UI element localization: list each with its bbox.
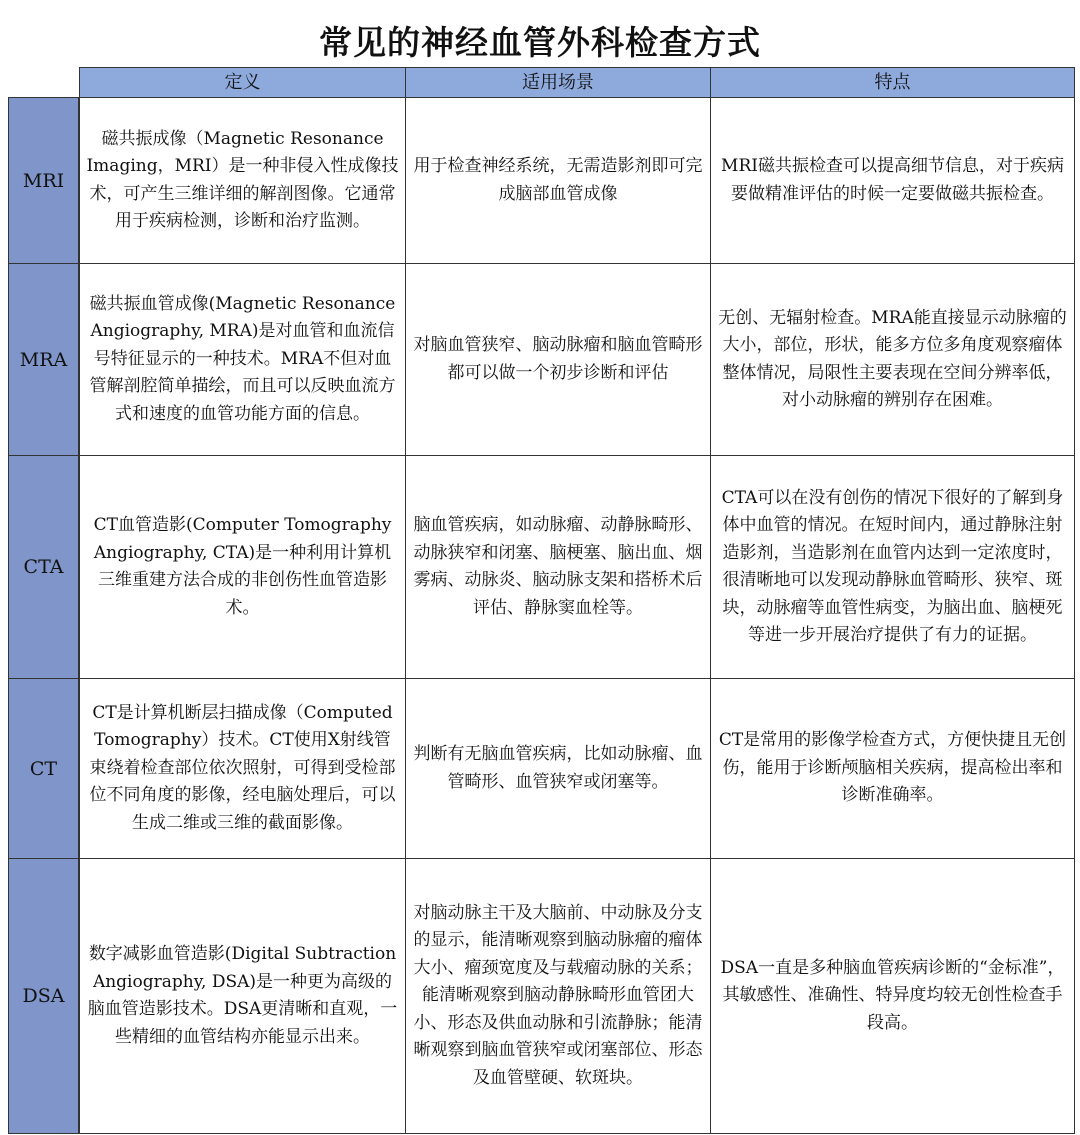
mri-definition	[79, 97, 406, 264]
mri-definition-text: 磁共振成像（Magnetic Resonance Imaging，MRI）是一种非侵入性成像技术，可产生三维详细的解剖图像。它通常用于疾病检测，诊断和治疗监测。	[86, 128, 399, 231]
page-title: 常见的神经血管外科检查方式	[319, 23, 761, 62]
row-label-mri: MRI	[8, 97, 79, 264]
ct-scenario	[405, 678, 711, 859]
header-definition: 定义	[79, 67, 406, 98]
mra-definition-text: 磁共振血管成像(Magnetic Resonance Angiography, MRA)是对血管和血流信号特征显示的一种技术。MRA不但对血管解剖腔简单描绘，而且可以反映血流方式和速度的血管功能方面的信息。	[89, 293, 396, 424]
ct-scenario-text: 判断有无脑血管疾病，比如动脉瘤、血管畸形、血管狭窄或闭塞等。	[413, 744, 703, 792]
header-scenario: 适用场景	[405, 67, 711, 98]
row-label-cta: CTA	[8, 455, 79, 679]
cta-scenario-text: 脑血管疾病，如动脉瘤、动静脉畸形、动脉狭窄和闭塞、脑梗塞、脑出血、烟雾病、动脉炎、脑动脉支架和搭桥术后评估、静脉窦血栓等。	[413, 515, 703, 618]
mra-definition	[79, 263, 406, 456]
mri-features-text: MRI磁共振检查可以提高细节信息，对于疾病要做精准评估的时候一定要做磁共振检查。	[721, 156, 1064, 204]
ct-features-text: CT是常用的影像学检查方式，方便快捷且无创伤，能用于诊断颅脑相关疾病，提高检出率和诊断准确率。	[718, 730, 1067, 806]
row-label-dsa: DSA	[8, 858, 79, 1134]
cta-scenario	[405, 455, 711, 679]
cta-features-text: CTA可以在没有创伤的情况下很好的了解到身体中血管的情况。在短时间内，通过静脉注射造影剂，当造影剂在血管内达到一定浓度时，很清晰地可以发现动静脉血管畸形、狭窄、斑块，动脉瘤等血管性病变，为脑出血、脑梗死等进一步开展治疗提供了有力的证据。	[721, 487, 1064, 645]
dsa-scenario	[405, 858, 711, 1134]
dsa-definition	[79, 858, 406, 1134]
ct-features	[710, 678, 1075, 859]
dsa-features	[710, 858, 1075, 1134]
dsa-scenario-text: 对脑动脉主干及大脑前、中动脉及分支的显示，能清晰观察到脑动脉瘤的瘤体大小、瘤颈宽度及与载瘤动脉的关系；能清晰观察到脑动静脉畸形血管团大小、形态及供血动脉和引流静脉；能清晰观察到脑血管狭窄或闭塞部位、形态及血管壁硬、软斑块。	[413, 902, 703, 1088]
cta-definition-text: CT血管造影(Computer Tomography Angiography, CTA)是一种利用计算机三维重建方法合成的非创伤性血管造影术。	[93, 515, 392, 618]
cta-features	[710, 455, 1075, 679]
dsa-definition-text: 数字减影血管造影(Digital Subtraction Angiography, DSA)是一种更为高级的脑血管造影技术。DSA更清晰和直观，一些精细的血管结构亦能显示出来。	[87, 944, 398, 1047]
row-label-mra: MRA	[8, 263, 79, 456]
ct-definition	[79, 678, 406, 859]
mri-features	[710, 97, 1075, 264]
dsa-features-text: DSA一直是多种脑血管疾病诊断的“金标准”，其敏感性、准确性、特异度均较无创性检查手段高。	[720, 957, 1065, 1033]
mra-features-text: 无创、无辐射检查。MRA能直接显示动脉瘤的大小，部位，形状，能多方位多角度观察瘤体整体情况，局限性主要表现在空间分辨率低，对小动脉瘤的辨别存在困难。	[718, 307, 1067, 410]
cta-definition	[79, 455, 406, 679]
mra-scenario-text: 对脑血管狭窄、脑动脉瘤和脑血管畸形都可以做一个初步诊断和评估	[413, 335, 703, 383]
header-features: 特点	[710, 67, 1075, 98]
mri-scenario	[405, 97, 711, 264]
mri-scenario-text: 用于检查神经系统，无需造影剂即可完成脑部血管成像	[413, 156, 703, 204]
mra-features	[710, 263, 1075, 456]
mra-scenario	[405, 263, 711, 456]
row-label-ct: CT	[8, 678, 79, 859]
ct-definition-text: CT是计算机断层扫描成像（Computed Tomography）技术。CT使用X射线管束绕着检查部位依次照射，可得到受检部位不同角度的影像，经电脑处理后，可以生成二维或三维的截面影像。	[89, 702, 396, 833]
